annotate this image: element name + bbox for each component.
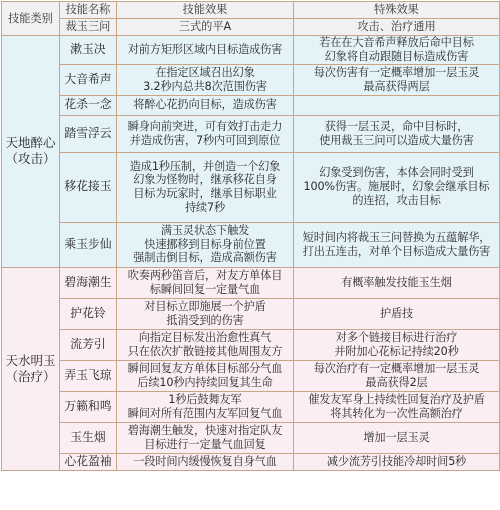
special-line: 对多个链接目标进行治疗	[335, 330, 458, 344]
skill-name: 踏雪浮云	[60, 115, 117, 152]
skill-name: 乘玉步仙	[60, 222, 117, 267]
special-line: 增加一层玉灵	[363, 430, 430, 444]
skill-effect	[117, 422, 294, 453]
base-skill-special: 攻击、治疗通用	[294, 19, 500, 36]
effect-line: 向指定目标发出治愈性真气	[138, 330, 272, 344]
effect-line: 碧海潮生触发，快速对指定队友	[127, 423, 283, 437]
effect-line: 标瞬间回复一定量气血	[149, 282, 261, 296]
special-effect	[294, 267, 500, 298]
skill-name: 万籁和鸣	[60, 391, 117, 422]
special-line: 打出五连击，对单个目标造成大量伤害	[302, 244, 491, 258]
skill-effect	[117, 267, 294, 298]
effect-line: 快速挪移到目标身前位置	[144, 237, 266, 251]
skill-effect	[117, 36, 294, 65]
special-effect	[294, 298, 500, 329]
skill-row	[2, 298, 500, 329]
effect-line: 将醉心花扔向目标，造成伤害	[133, 98, 277, 112]
special-line: 幻象将自动跟随目标造成伤害	[324, 49, 469, 63]
special-effect	[294, 222, 500, 267]
skill-row	[2, 391, 500, 422]
effect-line: 抵消受到的伤害	[166, 313, 244, 327]
skill-name: 弄玉飞琼	[60, 360, 117, 391]
special-effect	[294, 95, 500, 115]
special-line: 催发友军身上持续性回复治疗及护盾	[308, 392, 485, 406]
effect-line: 在指定区域召出幻象	[155, 65, 255, 79]
category-label: （攻击）	[5, 151, 56, 167]
effect-line: 对目标立即施展一个护盾	[144, 299, 266, 313]
special-effect	[294, 64, 500, 95]
effect-line: 强制击倒目标，造成高额伤害	[133, 251, 277, 265]
special-line: 获得一层玉灵，命中目标时，	[324, 119, 469, 133]
effect-line: 满玉灵状态下触发	[160, 223, 250, 237]
special-line: 减少流芳引技能冷却时间5秒	[326, 454, 467, 468]
special-effect	[294, 360, 500, 391]
skill-name: 玉生烟	[60, 422, 117, 453]
special-effect	[294, 115, 500, 152]
skill-effect	[117, 95, 294, 115]
skill-effect	[117, 391, 294, 422]
skill-row	[2, 360, 500, 391]
skill-name: 大音希声	[60, 64, 117, 95]
skill-effect	[117, 152, 294, 222]
effect-line: 瞬间回复友方单体目标部分气血	[127, 361, 283, 375]
skill-effect	[117, 360, 294, 391]
effect-line: 一段时间内缓慢恢复自身气血	[133, 454, 277, 468]
special-line: 每次治疗有一定概率增加一层玉灵	[313, 361, 480, 375]
effect-line: 只在依次扩散链接其他周围友方	[127, 344, 283, 358]
special-line: 有概率触发技能玉生烟	[341, 275, 452, 289]
skill-name: 漱玉决	[60, 36, 117, 65]
skill-row	[2, 115, 500, 152]
skill-row	[2, 64, 500, 95]
effect-line: 并造成伤害，7秒内可回到原位	[129, 133, 281, 147]
effect-line: 造成1秒压制，并创造一个幻象	[129, 159, 281, 173]
skill-row	[2, 222, 500, 267]
special-line: 使用裁玉三问可以造成大量伤害	[319, 133, 474, 147]
base-attack-row	[2, 19, 500, 36]
skill-name: 花杀一念	[60, 95, 117, 115]
skill-row	[2, 95, 500, 115]
category-cell	[2, 36, 60, 268]
effect-line: 3.2秒内总共8次范围伤害	[143, 79, 267, 93]
header-category: 技能类别	[2, 2, 60, 36]
special-line: 将其转化为一次性高额治疗	[330, 406, 463, 420]
skill-row	[2, 422, 500, 453]
base-skill-name: 裁玉三问	[60, 19, 117, 36]
base-skill-effect: 三式的平A	[117, 19, 294, 36]
effect-line: 吹奏两秒笛音后，对友方单体目	[127, 268, 283, 282]
skill-row	[2, 152, 500, 222]
effect-line: 目标进行一定量气血回复	[144, 437, 266, 451]
skill-effect	[117, 329, 294, 360]
skill-row	[2, 267, 500, 298]
category-label: 天水明玉	[5, 352, 56, 368]
skill-row	[2, 36, 500, 65]
skill-effect	[117, 115, 294, 152]
effect-line: 瞬间对所有范围内友军回复气血	[127, 406, 283, 420]
category-label: 天地醉心	[5, 135, 56, 151]
skill-effect	[117, 298, 294, 329]
skill-name: 心花盈袖	[60, 453, 117, 470]
skill-name: 护花铃	[60, 298, 117, 329]
special-effect	[294, 329, 500, 360]
skill-table	[1, 1, 500, 471]
skill-effect	[117, 453, 294, 470]
effect-line: 对前方矩形区域内目标造成伤害	[127, 42, 283, 56]
skill-row	[2, 329, 500, 360]
special-line: 并附加心花标记持续20秒	[334, 344, 459, 358]
effect-line: 目标为玩家时，继承目标职业	[133, 187, 277, 201]
special-effect	[294, 152, 500, 222]
special-line: 每次伤害有一定概率增加一层玉灵	[313, 65, 480, 79]
skill-name: 流芳引	[60, 329, 117, 360]
category-cell	[2, 267, 60, 470]
special-effect	[294, 36, 500, 65]
skill-row	[2, 453, 500, 470]
special-line: 最高获得2层	[365, 375, 428, 389]
header-skill-name: 技能名称	[60, 2, 117, 19]
special-effect	[294, 422, 500, 453]
effect-line: 1秒后鼓舞友军	[168, 392, 242, 406]
skill-effect	[117, 64, 294, 95]
special-line: 最高获得两层	[363, 79, 430, 93]
special-effect	[294, 391, 500, 422]
skill-name: 移花接玉	[60, 152, 117, 222]
effect-line: 瞬身向前突进，可有效打击走力	[127, 119, 283, 133]
special-effect	[294, 453, 500, 470]
header-special-effect: 特殊效果	[294, 2, 500, 19]
skill-effect	[117, 222, 294, 267]
special-line: 若在在大音希声释放后命中目标	[319, 36, 474, 49]
header-skill-effect: 技能效果	[117, 2, 294, 19]
effect-line: 持续7秒	[184, 200, 226, 214]
special-line: 短时间内将裁玉三问替换为五蕴解华，	[302, 230, 491, 244]
effect-line: 后续10秒内持续回复其生命	[137, 375, 273, 389]
special-line: 幻象受到伤害，本体会同时受到	[319, 166, 474, 180]
effect-line: 幻象为怪物时，继承移花自身	[133, 173, 277, 187]
category-label: （治疗）	[5, 368, 56, 384]
header-row	[2, 2, 500, 19]
special-line: 100%伤害。施展时，幻象会继承目标	[303, 180, 490, 194]
special-line: 护盾技	[379, 306, 414, 320]
skill-name: 碧海潮生	[60, 267, 117, 298]
special-line: 的连招，攻击目标	[352, 193, 441, 207]
